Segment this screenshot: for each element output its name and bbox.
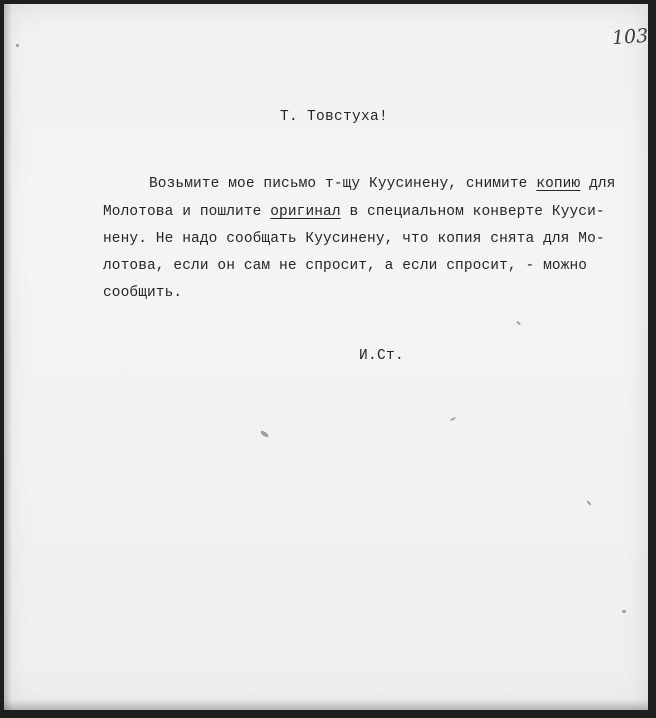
body-line-1-text-a: Возьмите мое письмо т-щу Куусинену, снимите — [149, 176, 537, 192]
paper-speck — [260, 430, 270, 438]
underlined-word-original: оригинал — [270, 204, 341, 220]
body-line-1-text-b: для — [580, 176, 616, 192]
document-page — [4, 4, 648, 710]
letter-salutation: Т. Товстуха! — [280, 109, 389, 125]
body-line-2-text-b: в специальном конверте Кууси- — [340, 204, 605, 220]
underlined-word-kopiyu: копию — [536, 176, 581, 192]
body-line-5: сообщить. — [103, 285, 183, 301]
page-edge-shadow-bottom — [4, 700, 648, 710]
paper-speck — [516, 321, 521, 326]
handwritten-page-number: 103 — [611, 24, 649, 50]
body-line-1 — [149, 176, 616, 192]
paper-speck — [450, 417, 456, 422]
body-line-2 — [103, 204, 605, 220]
letter-signature: И.Ст. — [359, 348, 405, 364]
body-line-3: нену. Не надо сообщать Куусинену, что копия снята для Мо- — [103, 231, 605, 247]
paper-speck — [622, 610, 626, 613]
page-edge-shadow-left — [4, 4, 12, 710]
body-line-2-text-a: Молотова и пошлите — [103, 204, 271, 220]
paper-speck — [586, 500, 592, 506]
body-line-4: лотова, если он сам не спросит, а если спросит, - можно — [103, 258, 588, 274]
paper-speck — [16, 44, 19, 47]
